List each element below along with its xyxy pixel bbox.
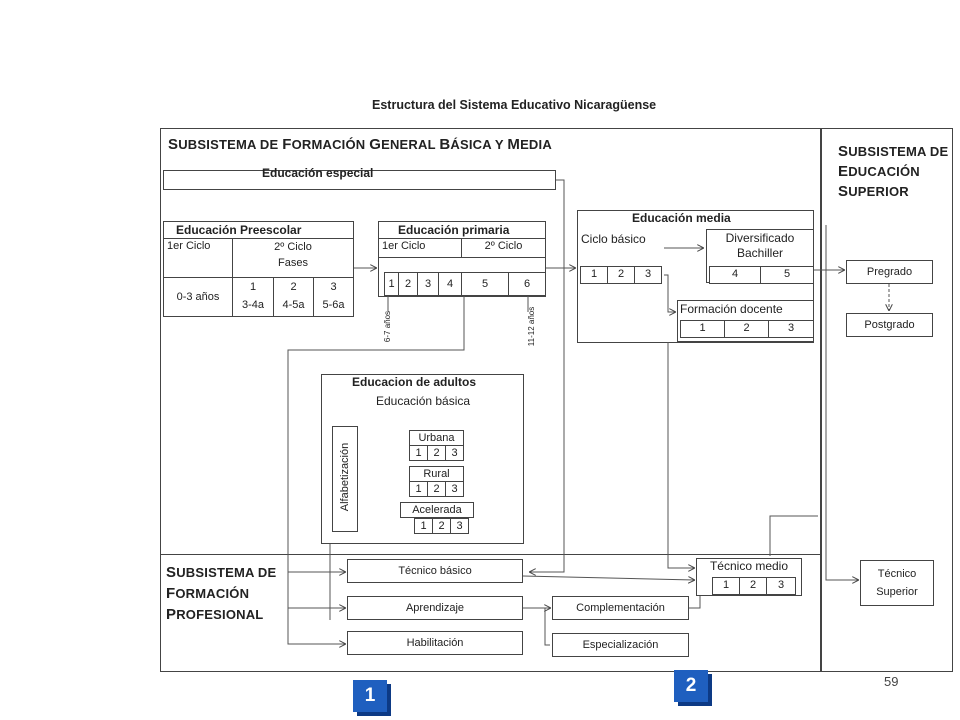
nav-button-2[interactable] [668,670,710,708]
urbana-2: 2 [427,445,446,461]
subsystem-general-heading: SUBSISTEMA DE FORMACIÓN GENERAL BÁSICA Y MEDIA [168,136,552,153]
primaria-grade-5: 5 [461,272,509,296]
media-diversificado-label: Diversificado Bachiller [725,231,795,260]
nav-button-2-label: 2 [674,670,708,702]
preescolar-ciclo2: 2º Ciclo Fases [232,238,354,278]
primaria-grade-3: 3 [417,272,439,296]
urbana-3: 3 [445,445,464,461]
complementacion-box: Complementación [552,596,689,620]
urbana-1: 1 [409,445,428,461]
primaria-age-end: 11-12 años [527,306,537,347]
nav-button-1[interactable] [347,680,389,718]
alfabetizacion-label: Alfabetización [339,442,351,512]
page-number: 59 [884,674,899,689]
rural-2: 2 [427,481,446,497]
primaria-title: Educación primaria [398,223,510,237]
media-docente-3: 3 [768,320,814,338]
primaria-ciclo1: 1er Ciclo [378,238,462,258]
preescolar-phase2: 2 4-5a [273,277,314,317]
acelerada-label: Acelerada [400,502,474,518]
media-basico-label: Ciclo básico [581,232,646,246]
diagram-title: Estructura del Sistema Educativo Nicaragüense [372,98,657,112]
tecnico-medio-3: 3 [766,577,796,595]
rural-1: 1 [409,481,428,497]
aprendizaje-box: Aprendizaje [347,596,523,620]
preescolar-title: Educación Preescolar [176,223,302,237]
acelerada-2: 2 [432,518,451,534]
tecnico-medio-2: 2 [739,577,767,595]
media-div-4: 4 [709,266,761,284]
preescolar-ciclo1: 1er Ciclo [163,238,233,278]
primaria-grade-6: 6 [508,272,546,296]
habilitacion-box: Habilitación [347,631,523,655]
especial-label: Educación especial [262,166,374,180]
adultos-sub: Educación básica [376,394,471,408]
media-docente-2: 2 [724,320,769,338]
tecnico-medio-label: Técnico medio [709,559,789,573]
tecnico-basico-box: Técnico básico [347,559,523,583]
media-basico-1: 1 [580,266,608,284]
postgrado-box: Postgrado [846,313,933,337]
primaria-age-start: 6-7 años [383,310,393,343]
acelerada-3: 3 [450,518,469,534]
preescolar-phase3: 3 5-6a [313,277,354,317]
pregrado-box: Pregrado [846,260,933,284]
rural-label: Rural [409,466,464,482]
especializacion-box: Especialización [552,633,689,657]
media-div-5: 5 [760,266,814,284]
rural-3: 3 [445,481,464,497]
media-docente-1: 1 [680,320,725,338]
primaria-grade-2: 2 [398,272,418,296]
media-title: Educación media [632,211,731,225]
primaria-grade-4: 4 [438,272,462,296]
urbana-label: Urbana [409,430,464,446]
media-basico-3: 3 [634,266,662,284]
primaria-ciclo2: 2º Ciclo [461,238,546,258]
media-basico-2: 2 [607,266,635,284]
acelerada-1: 1 [414,518,433,534]
primaria-grade-1: 1 [384,272,399,296]
subsystem-profesional-heading: SUBSISTEMA DE FORMACIÓN PROFESIONAL [166,564,277,623]
subsystem-superior-heading: SUBSISTEMA DE EDUCACIÓN SUPERIOR [838,143,949,200]
adultos-title: Educacion de adultos [352,375,477,389]
tecnico-medio-1: 1 [712,577,740,595]
tecnico-superior-box: Técnico Superior [860,560,934,606]
media-docente-label: Formación docente [680,302,783,316]
preescolar-phase1: 1 3-4a [232,277,274,317]
nav-button-1-label: 1 [353,680,387,712]
preescolar-ages0: 0-3 años [163,277,233,317]
